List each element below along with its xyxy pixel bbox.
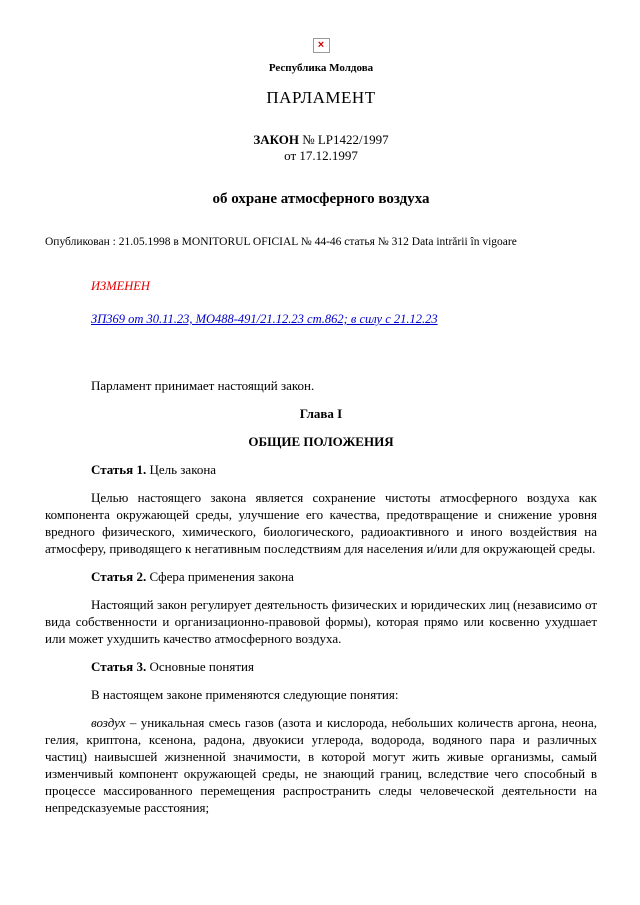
article-1-number: Статья 1. <box>91 462 147 477</box>
law-label: ЗАКОН <box>253 132 299 147</box>
article-2-number: Статья 2. <box>91 569 147 584</box>
amendment-link-line <box>91 311 597 327</box>
amended-status-label: ИЗМЕНЕН <box>91 279 150 293</box>
intro-paragraph: Парламент принимает настоящий закон. <box>91 378 315 393</box>
chapter-title: ОБЩИЕ ПОЛОЖЕНИЯ <box>248 434 394 449</box>
law-number-line <box>45 132 597 148</box>
article-3-number: Статья 3. <box>91 659 147 674</box>
parliament-title: ПАРЛАМЕНТ <box>266 88 376 107</box>
law-number: № LP1422/1997 <box>298 132 389 147</box>
republic-title: Республика Молдова <box>268 62 374 74</box>
document-title: об охране атмосферного воздуха <box>212 191 430 207</box>
amendments-block <box>91 278 597 327</box>
term-vozduh: воздух <box>91 715 126 730</box>
article-2-title: Сфера применения закона <box>146 569 294 584</box>
broken-image-wrap <box>45 36 597 54</box>
amendment-link[interactable]: ЗП369 от 30.11.23, МО488-491/21.12.23 ст.862; в силу с 21.12.23 <box>91 312 438 326</box>
broken-image-x-glyph: × <box>317 38 325 51</box>
article-2-text: Настоящий закон регулирует деятельность физических и юридических лиц (независимо от вида собственности и организационно-правовой формы), которая прямо или косвенно ухудшает или может ухудшить качество атмосферного воздуха. <box>45 597 597 646</box>
article-1-heading <box>45 461 597 478</box>
broken-image-icon <box>313 38 330 53</box>
article-2-heading <box>45 568 597 585</box>
article-1-text: Целью настоящего закона является сохранение чистоты атмосферного воздуха как компонента окружающей среды, улучшение его качества, предотвращение и снижение уровня вредного физического, химического, биологического, радиоактивного и иного воздействия на атмосферу, приводящего к негативным последствиям для населения и/или для окружающей среды. <box>45 490 597 556</box>
published-line: Опубликован : 21.05.1998 в MONITORUL OFICIAL № 44-46 статья № 312 Data intrării în vigoare <box>45 236 517 248</box>
article-3-title: Основные понятия <box>146 659 254 674</box>
term-vozduh-definition: – уникальная смесь газов (азота и кислорода, небольших количеств аргона, неона, гелия, криптона, ксенона, радона, двуокиси углерода, водорода, водяного пара и различных частиц) наивысшей жизненной значимости, в которой могут жить живые организмы, самый изменчивый компонент окружающей среды, не знающий границ, вследствие чего способный в процессе массированного перемещения распространить следы человеческой деятельности на непредсказуемые расстояния; <box>45 715 597 815</box>
law-body <box>45 377 597 816</box>
chapter-label: Глава I <box>299 406 343 421</box>
article-3-definition <box>45 714 597 816</box>
article-3-heading <box>45 658 597 675</box>
article-3-lead: В настоящем законе применяются следующие понятия: <box>91 687 399 702</box>
law-date: от 17.12.1997 <box>284 148 358 163</box>
article-1-title: Цель закона <box>146 462 217 477</box>
